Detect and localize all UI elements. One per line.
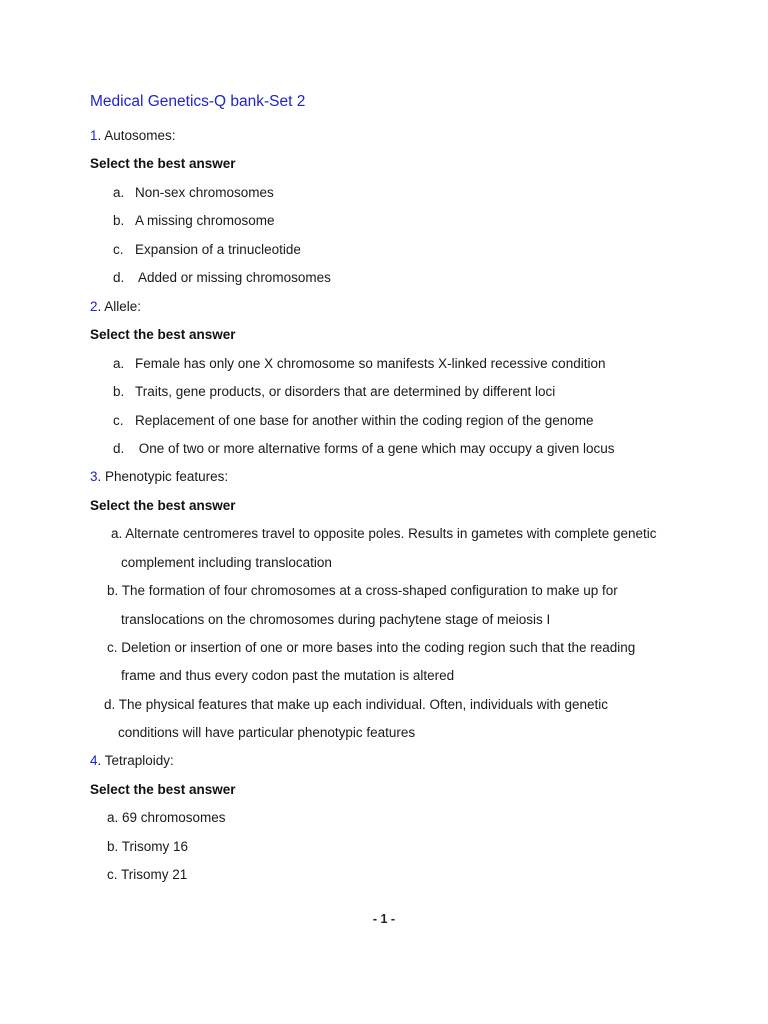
question-3-option-b-line2: translocations on the chromosomes during pachytene stage of meiosis I (121, 612, 551, 627)
question-1-stem (90, 127, 176, 145)
question-2-option-a (113, 355, 605, 373)
option-text: Added or missing chromosomes (135, 270, 331, 285)
question-3-option-b-line1: b. The formation of four chromosomes at a cross-shaped configuration to make up for (107, 583, 618, 598)
question-1-option-a (113, 184, 274, 202)
page-number: - 1 - (372, 912, 396, 926)
question-2-option-d (113, 440, 614, 458)
question-4-text: . Tetraploidy: (97, 753, 174, 768)
option-letter: a. (113, 356, 125, 371)
question-3-option-c-line1: c. Deletion or insertion of one or more bases into the coding region such that the reading (107, 640, 636, 655)
question-3-text: . Phenotypic features: (97, 469, 229, 484)
question-1-option-c (113, 241, 301, 259)
question-1-number: 1 (90, 128, 98, 143)
question-3-number: 3 (90, 469, 98, 484)
option-text: Non-sex chromosomes (135, 185, 274, 200)
option-text: One of two or more alternative forms of a gene which may occupy a given locus (135, 441, 615, 456)
option-letter: c. (113, 242, 124, 257)
page-title: Medical Genetics-Q bank-Set 2 (90, 93, 306, 110)
option-letter: b. (113, 213, 125, 228)
option-text: Replacement of one base for another within the coding region of the genome (135, 413, 594, 428)
question-1-text: . Autosomes: (97, 128, 176, 143)
option-text: Expansion of a trinucleotide (135, 242, 301, 257)
question-3-option-a-line1: a. Alternate centromeres travel to opposite poles. Results in gametes with complete genetic (111, 526, 657, 541)
option-text: Female has only one X chromosome so manifests X-linked recessive condition (135, 356, 606, 371)
question-3-option-d-line1: d. The physical features that make up each individual. Often, individuals with genetic (104, 697, 609, 712)
question-1-option-d (113, 269, 331, 287)
question-3-option-c-line2: frame and thus every codon past the mutation is altered (121, 668, 455, 683)
question-4-stem (90, 752, 174, 770)
question-2-stem (90, 298, 141, 316)
question-3-instruction: Select the best answer (90, 498, 236, 513)
question-2-text: . Allele: (97, 299, 142, 314)
question-2-number: 2 (90, 299, 98, 314)
question-4-option-b: b. Trisomy 16 (107, 839, 189, 854)
question-3-stem (90, 468, 228, 486)
question-3-option-a-line2: complement including translocation (121, 555, 332, 570)
option-text: A missing chromosome (135, 213, 275, 228)
option-letter: b. (113, 384, 125, 399)
question-2-option-c (113, 412, 594, 430)
option-letter: d. (113, 270, 125, 285)
question-4-number: 4 (90, 753, 98, 768)
question-4-instruction: Select the best answer (90, 782, 236, 797)
question-3-option-d-line2: conditions will have particular phenotypic features (118, 725, 416, 740)
question-1-option-b (113, 212, 275, 230)
option-letter: c. (113, 413, 124, 428)
question-2-instruction: Select the best answer (90, 327, 236, 342)
question-4-option-c: c. Trisomy 21 (107, 867, 188, 882)
question-4-option-a: a. 69 chromosomes (107, 810, 226, 825)
option-text: Traits, gene products, or disorders that are determined by different loci (135, 384, 556, 399)
question-2-option-b (113, 383, 555, 401)
option-letter: d. (113, 441, 125, 456)
option-letter: a. (113, 185, 125, 200)
question-1-instruction: Select the best answer (90, 156, 236, 171)
